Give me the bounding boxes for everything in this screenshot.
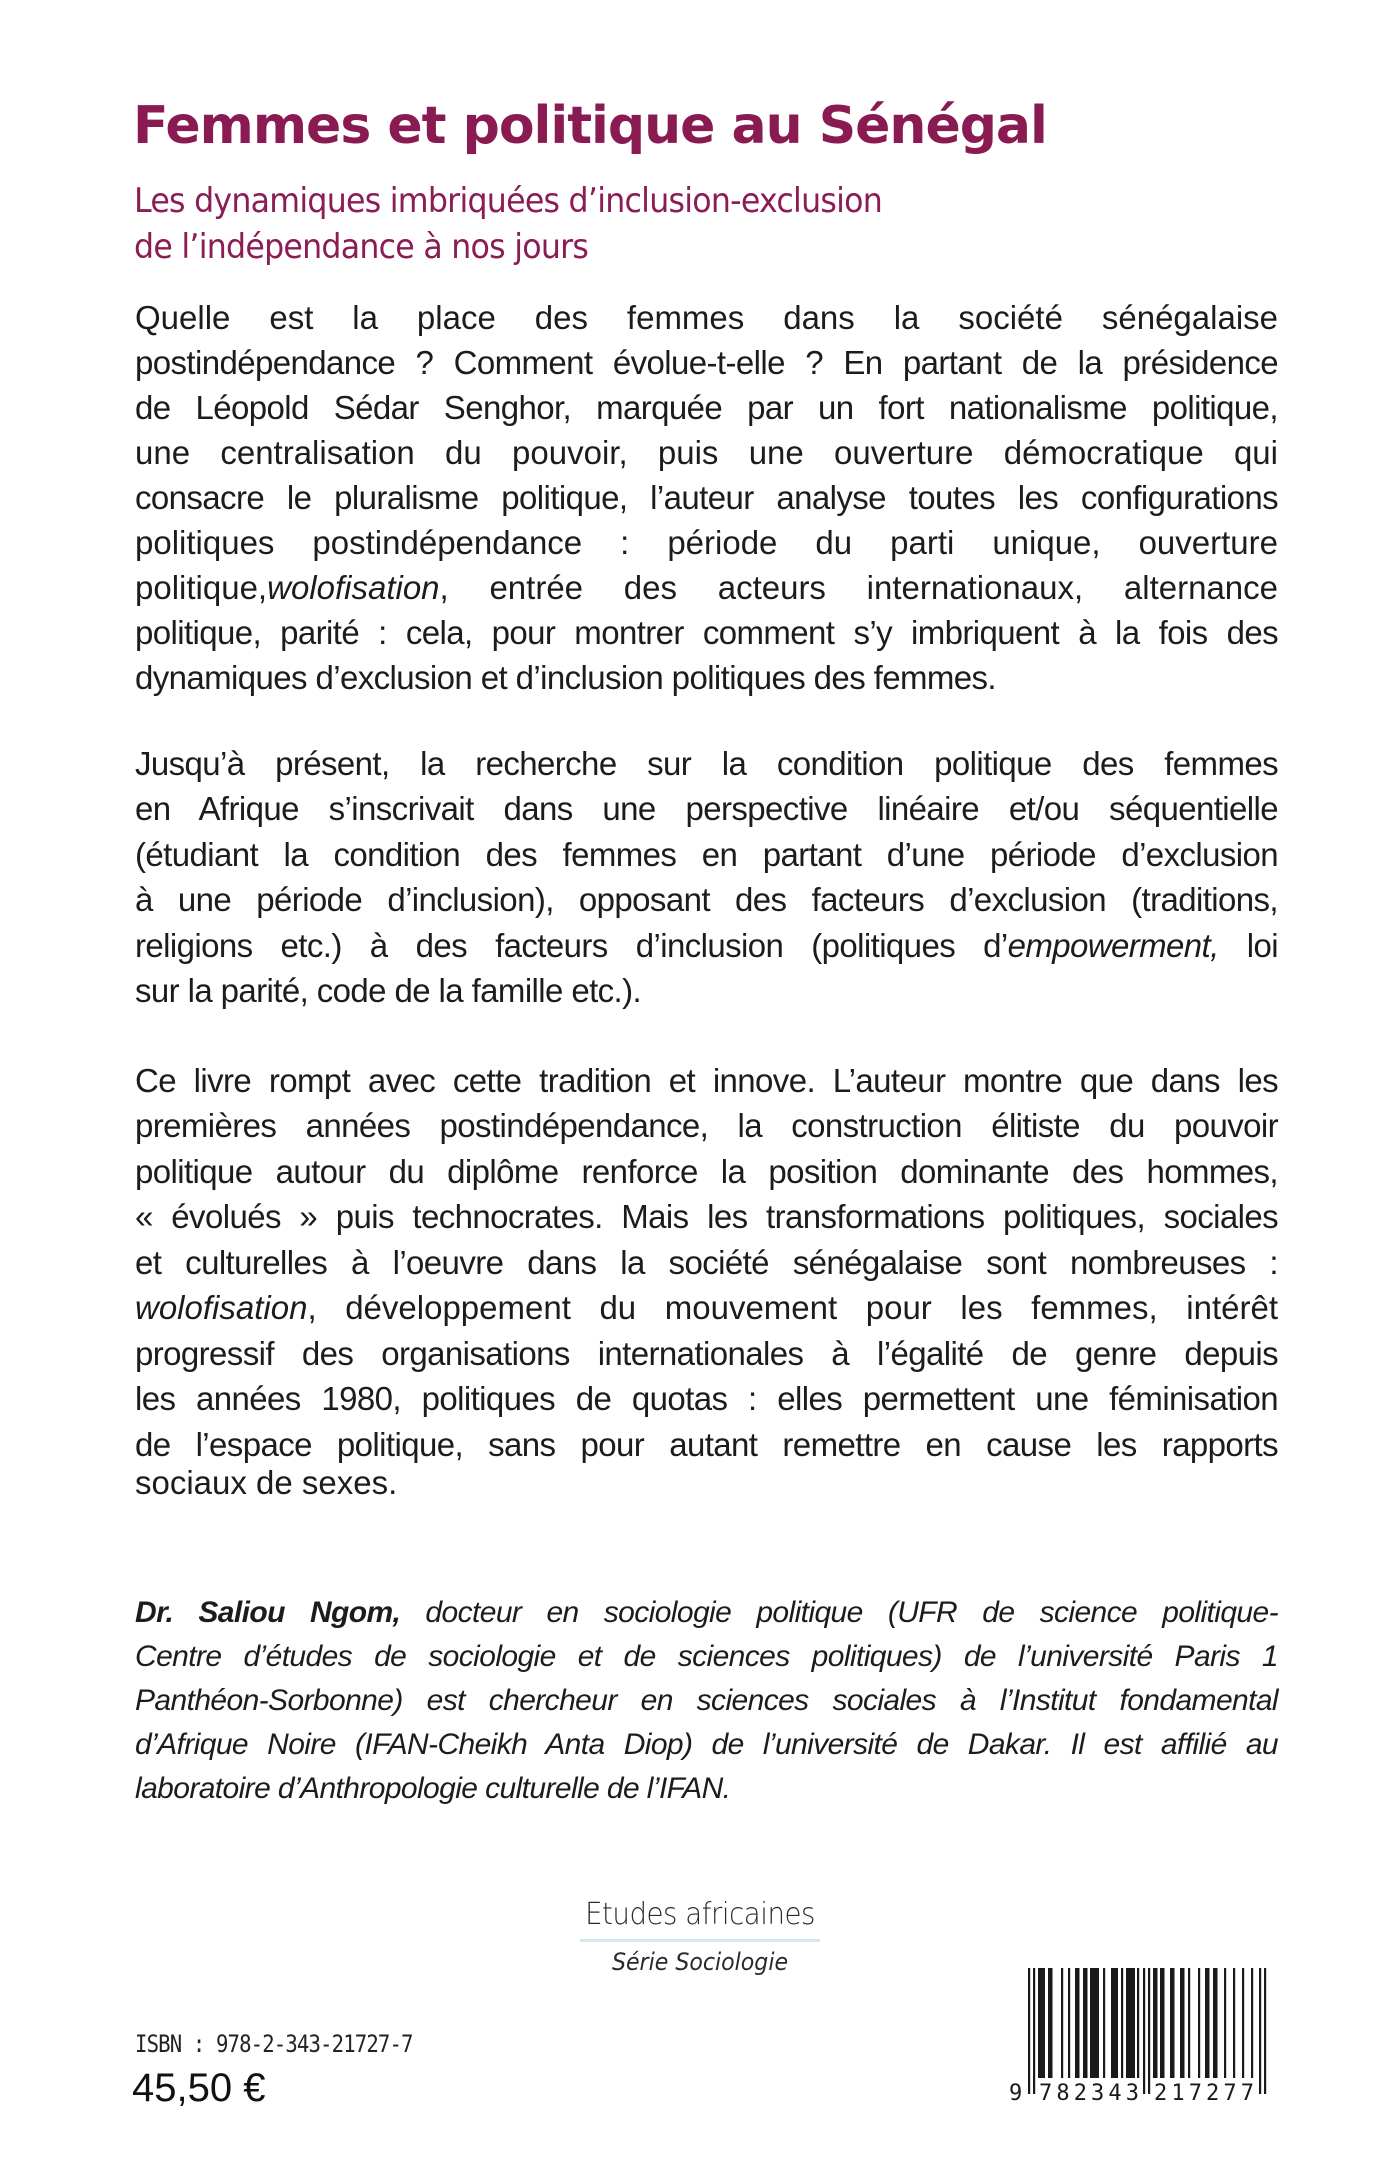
text-line: postindépendance ? Comment évolue-t-elle ? En partant de la présidence [135,344,1278,381]
text-line: sociaux de sexes. [135,1464,398,1501]
text-line: Jusqu’à présent, la recherche sur la condition politique des femmes [135,745,1278,782]
barcode-first-digit: 9 [1009,2081,1023,2106]
text-line: (étudiant la condition des femmes en partant d’une période d’exclusion [135,836,1278,873]
text-line: laboratoire d’Anthropologie culturelle de l’IFAN. [135,1772,731,1805]
italic-term: wolofisation [267,569,440,606]
text-line: de l’espace politique, sans pour autant remettre en cause les rapports [135,1426,1278,1463]
text-line: Panthéon-Sorbonne) est chercheur en sciences sociales à l’Institut fondamental [135,1684,1278,1717]
text-line: premières années postindépendance, la construction élitiste du pouvoir [135,1107,1278,1144]
text-line: Ce livre rompt avec cette tradition et innove. L’auteur montre que dans les [135,1062,1278,1099]
author-name: Dr. Saliou Ngom, [135,1596,401,1629]
italic-term: empowerment, [1007,927,1219,964]
text-line: sur la parité, code de la famille etc.). [135,972,642,1009]
book-title: Femmes et politique au Sénégal [133,96,1047,156]
text-line: en Afrique s’inscrivait dans une perspective linéaire et/ou séquentielle [135,790,1278,827]
italic-term: wolofisation [135,1289,308,1326]
text-run: loi [1218,927,1278,964]
text-line: politique autour du diplôme renforce la position dominante des hommes, [135,1153,1278,1190]
series-subtitle: Série Sociologie [611,1948,789,1976]
barcode-icon [1005,1966,1275,2106]
text-line [135,926,1278,966]
text-line [135,1288,1278,1328]
text-line: les années 1980, politiques de quotas : elles permettent une féminisation [135,1380,1278,1417]
barcode-right-digits: 217277 [1154,2081,1254,2106]
series-divider [580,1939,820,1942]
text-line: d’Afrique Noire (IFAN-Cheikh Anta Diop) de l’université de Dakar. Il est affilié au [135,1728,1278,1761]
text-run: docteur en sociologie politique (UFR de science politique- [400,1596,1278,1629]
text-line: politique, parité : cela, pour montrer comment s’y imbriquent à la fois des [135,614,1278,651]
subtitle-line: Les dynamiques imbriquées d’inclusion-exclusion [134,181,883,221]
barcode-left-digits: 782343 [1039,2081,1139,2106]
text-run: , développement du mouvement pour les femmes, intérêt [307,1289,1278,1326]
text-line: progressif des organisations internationales à l’égalité de genre depuis [135,1335,1278,1372]
text-line: consacre le pluralisme politique, l’auteur analyse toutes les configurations [135,479,1278,516]
series-name: Etudes africaines [585,1897,815,1932]
isbn-label: ISBN : 978-2-343-21727-7 [135,2030,413,2058]
book-subtitle [134,178,882,270]
price-label: 45,50 € [132,2066,266,2110]
text-line: Quelle est la place des femmes dans la société sénégalaise [135,299,1278,336]
text-run: , entrée des acteurs internationaux, alternance [439,569,1278,606]
text-run: politique, [135,569,268,606]
text-line: dynamiques d’exclusion et d’inclusion politiques des femmes. [135,659,996,696]
text-line: à une période d’inclusion), opposant des facteurs d’exclusion (traditions, [135,881,1278,918]
text-line: et culturelles à l’oeuvre dans la société sénégalaise sont nombreuses : [135,1244,1278,1281]
text-line: Centre d’études de sociologie et de sciences politiques) de l’université Paris 1 [135,1640,1278,1673]
text-line: une centralisation du pouvoir, puis une ouverture démocratique qui [135,434,1278,471]
text-line [135,1593,1278,1633]
text-line: de Léopold Sédar Senghor, marquée par un fort nationalisme politique, [135,389,1278,426]
series-logo [560,1893,840,1980]
subtitle-line: de l’indépendance à nos jours [134,227,589,267]
text-run: religions etc.) à des facteurs d’inclusion (politiques d’ [135,927,1008,964]
text-line: politiques postindépendance : période du parti unique, ouverture [135,524,1278,561]
text-line: « évolués » puis technocrates. Mais les transformations politiques, sociales [135,1198,1278,1235]
text-line [135,568,1278,608]
